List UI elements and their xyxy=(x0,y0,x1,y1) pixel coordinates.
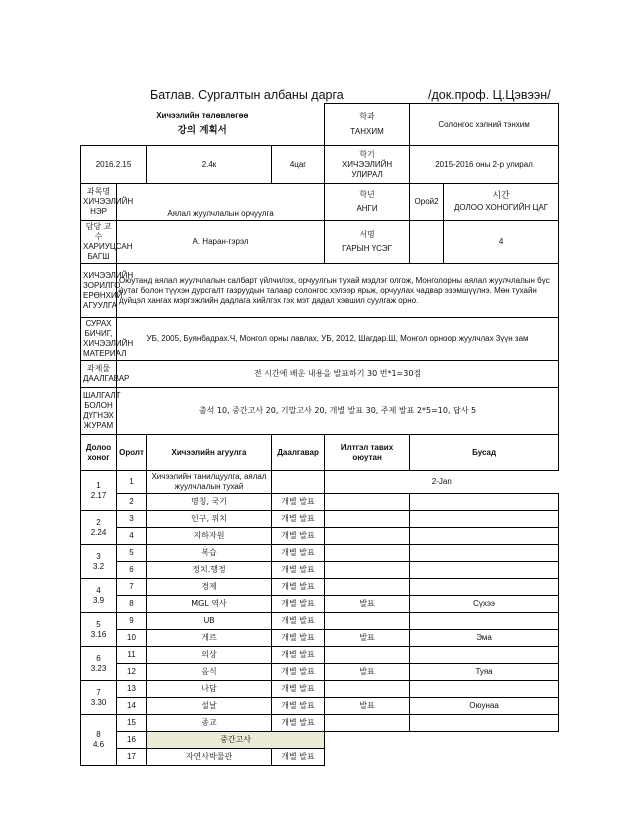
title-mn: Хичээлийн төлөвлөгөө xyxy=(156,111,249,121)
lesson-task xyxy=(272,471,325,494)
lesson-student xyxy=(325,494,410,511)
evaluation-label: ШАЛГАЛТ БОЛОН ДҮГНЭХ ЖУРАМ xyxy=(81,388,117,435)
credit: 2.4к xyxy=(147,146,272,184)
week-date: 3.16 xyxy=(90,629,107,639)
week-date: 2.17 xyxy=(90,490,107,500)
week-date: 3.23 xyxy=(90,663,107,673)
lesson-student xyxy=(325,562,410,579)
week-num: 1 xyxy=(96,480,101,490)
dept-ko: 학과 xyxy=(359,112,375,121)
lesson-student xyxy=(325,732,410,749)
lesson-num: 7 xyxy=(117,579,147,596)
week-date: 3.9 xyxy=(92,595,105,605)
year-value: Орой2 xyxy=(410,184,444,221)
lesson-num: 16 xyxy=(117,732,147,749)
col-student: Илтгэл тавих оюутан xyxy=(325,435,410,471)
time-ko xyxy=(446,191,556,202)
lesson-task: 개별 발표 xyxy=(272,647,325,664)
title-row xyxy=(81,104,559,146)
table-row xyxy=(81,630,559,647)
time-label xyxy=(444,184,559,221)
table-row xyxy=(81,647,559,664)
date-row xyxy=(81,146,559,184)
lesson-task: 개별 발표 xyxy=(272,681,325,698)
week-cell xyxy=(81,545,117,579)
table-row xyxy=(81,528,559,545)
week-num: 5 xyxy=(96,619,101,629)
lesson-num: 17 xyxy=(117,749,147,766)
lesson-other xyxy=(410,749,559,766)
lesson-student xyxy=(325,511,410,528)
title-ko: 강의 계획서 xyxy=(177,125,227,137)
lesson-other xyxy=(410,511,559,528)
course-row xyxy=(81,184,559,221)
sign-value: 4 xyxy=(444,221,559,264)
date: 2016.2.15 xyxy=(81,146,147,184)
lesson-other xyxy=(410,562,559,579)
lesson-other xyxy=(410,647,559,664)
lesson-content: 중간고사 xyxy=(147,732,325,749)
dept-mn: ТАНХИМ xyxy=(350,127,384,136)
week-date: 4.6 xyxy=(92,740,105,749)
lesson-content: Хичээлийн танилцуулга, аялал жуулчлалын тухай xyxy=(147,471,272,494)
lesson-task: 개별 발표 xyxy=(272,613,325,630)
lesson-other xyxy=(410,681,559,698)
lesson-num: 4 xyxy=(117,528,147,545)
lesson-content: 의상 xyxy=(147,647,272,664)
lesson-plan-table xyxy=(80,103,559,766)
table-row xyxy=(81,511,559,528)
lesson-task: 개별 발표 xyxy=(272,562,325,579)
lesson-student: 발표 xyxy=(325,698,410,715)
lesson-other xyxy=(410,579,559,596)
sign-mn: ГАРЫН ҮСЭГ xyxy=(342,244,392,253)
lesson-num: 11 xyxy=(117,647,147,664)
course-mn: ХИЧЭЭЛИЙН НЭР xyxy=(83,197,134,216)
lesson-student xyxy=(325,579,410,596)
lesson-content: 경제 xyxy=(147,579,272,596)
lesson-student xyxy=(325,647,410,664)
week-num: 6 xyxy=(96,653,101,663)
lesson-num: 12 xyxy=(117,664,147,681)
lesson-content: 게르 xyxy=(147,630,272,647)
semester-mn: ХИЧЭЭЛИЙН УЛИРАЛ xyxy=(341,159,393,179)
teacher-row xyxy=(81,221,559,264)
lesson-task: 개별 발표 xyxy=(272,664,325,681)
sign-value-empty xyxy=(410,221,444,264)
lesson-num: 14 xyxy=(117,698,147,715)
assignment-row xyxy=(81,361,559,388)
week-cell xyxy=(81,681,117,715)
materials-row xyxy=(81,318,559,361)
table-row xyxy=(81,545,559,562)
lesson-content: MGL 역사 xyxy=(147,596,272,613)
goal-label: ХИЧЭЭЛИЙН ЗОРИЛГО, ЕРӨНХИЙ АГУУЛГА xyxy=(81,264,117,318)
lesson-task: 개별 발표 xyxy=(272,579,325,596)
lesson-num: 8 xyxy=(117,596,147,613)
lesson-task: 개별 발표 xyxy=(272,545,325,562)
sign-label xyxy=(325,221,410,264)
assign-ko: 과제물 xyxy=(86,364,111,373)
lesson-student: 발표 xyxy=(325,664,410,681)
lesson-content: 나담 xyxy=(147,681,272,698)
lesson-student xyxy=(325,613,410,630)
lesson-other: Сүхээ xyxy=(410,596,559,613)
lesson-content: 복습 xyxy=(147,545,272,562)
lesson-task: 개별 발표 xyxy=(272,528,325,545)
table-row xyxy=(81,471,559,494)
teacher-value: А. Наран-гэрэл xyxy=(117,221,325,264)
col-other: Бусад xyxy=(410,435,559,471)
lesson-student: 발표 xyxy=(325,630,410,647)
week-cell xyxy=(81,511,117,545)
goal-row xyxy=(81,264,559,318)
lesson-content: 정치.행정 xyxy=(147,562,272,579)
lesson-num: 3 xyxy=(117,511,147,528)
week-cell xyxy=(81,613,117,647)
week-date: 3.2 xyxy=(92,561,105,571)
lesson-student xyxy=(325,749,410,766)
lesson-num: 13 xyxy=(117,681,147,698)
year-ko: 학년 xyxy=(359,190,375,199)
lesson-num: 2 xyxy=(117,494,147,511)
lesson-student xyxy=(325,545,410,562)
lesson-task: 개별 발표 xyxy=(272,494,325,511)
table-row xyxy=(81,579,559,596)
lesson-task: 개별 발표 xyxy=(272,630,325,647)
lesson-student xyxy=(325,528,410,545)
evaluation-row xyxy=(81,388,559,435)
lesson-num: 6 xyxy=(117,562,147,579)
lesson-num: 15 xyxy=(117,715,147,732)
week-cell xyxy=(81,471,117,511)
materials-label: СУРАХ БИЧИГ, ХИЧЭЭЛИЙН МАТЕРИАЛ xyxy=(81,318,117,361)
table-row xyxy=(81,664,559,681)
lesson-other: Эма xyxy=(410,630,559,647)
time-ko-text: 시간 xyxy=(492,191,510,202)
lesson-student xyxy=(325,681,410,698)
lesson-other xyxy=(410,528,559,545)
lesson-num: 9 xyxy=(117,613,147,630)
lesson-content: 명칭, 국기 xyxy=(147,494,272,511)
assignment-label xyxy=(81,361,130,388)
sign-ko: 서명 xyxy=(359,230,375,239)
col-content: Хичээлийн агуулга xyxy=(147,435,272,471)
lesson-student: 발표 xyxy=(325,596,410,613)
lesson-content: 음식 xyxy=(147,664,272,681)
lesson-student xyxy=(325,715,410,732)
time-mn: ДОЛОО ХОНОГИЙН ЦАГ xyxy=(453,202,549,212)
week-cell xyxy=(81,579,117,613)
lesson-other xyxy=(410,732,559,749)
week-date: 2.24 xyxy=(90,527,107,537)
teacher-label xyxy=(81,221,133,264)
lesson-content: 지하자원 xyxy=(147,528,272,545)
assign-mn: ДААЛГАВАР xyxy=(83,374,130,383)
semester-label xyxy=(325,146,410,184)
assignment-text: 전 시간에 배운 내용을 발표하기 30 번*1=30점 xyxy=(117,361,559,388)
lesson-task: 개별 발표 xyxy=(272,698,325,715)
table-row xyxy=(81,715,559,732)
lesson-num: 1 xyxy=(117,471,147,494)
table-row xyxy=(81,681,559,698)
lesson-task: 개별 발표 xyxy=(272,715,325,732)
lesson-task: 개별 발표 xyxy=(272,596,325,613)
lesson-student: 2-Jan xyxy=(325,471,559,494)
week-num: 2 xyxy=(96,517,101,527)
lesson-task: 개별 발표 xyxy=(272,749,325,766)
week-cell xyxy=(81,715,117,766)
title-cell xyxy=(81,104,325,146)
course-label xyxy=(81,184,134,221)
schedule-header-row xyxy=(81,435,559,471)
lesson-other xyxy=(410,545,559,562)
teacher-mn: ХАРИУЦСАН БАГШ xyxy=(83,242,133,261)
table-row xyxy=(81,749,559,766)
year-mn: АНГИ xyxy=(356,204,378,213)
lesson-num: 10 xyxy=(117,630,147,647)
table-row xyxy=(81,613,559,630)
goal-text: Оюутанд аялал жуулчлалын салбарт үйлчилэх, орчуулгын тухай мэдлэг олгож, Монголорны аялал жуулчлалын бүс нутаг болон түүхэн дурсгалт газруудын талаар солонгос хэлээр ярьж, орчуулах чадвар эзэмшүүлнэ. Мөн тухайн дүйцэл хангах мэргэжлийн дадлага хийлгэх гэх мэт дадал хэвшил суулгаж орно. xyxy=(117,264,559,318)
lesson-other: Оюунаа xyxy=(410,698,559,715)
lesson-content: 설날 xyxy=(147,698,272,715)
lesson-num: 5 xyxy=(117,545,147,562)
lesson-other: Туяа xyxy=(410,664,559,681)
semester-value: 2015-2016 оны 2-р улирал xyxy=(410,146,559,184)
lesson-content: UB xyxy=(147,613,272,630)
evaluation-text: 출석 10, 중간고사 20, 기말고사 20, 개별 발표 30, 주제 발표 2*5=10, 답사 5 xyxy=(117,388,559,435)
week-num: 3 xyxy=(96,551,101,561)
dept-value: Солонгос хэлний тэнхим xyxy=(410,104,559,146)
week-cell xyxy=(81,647,117,681)
table-row xyxy=(81,698,559,715)
lesson-other xyxy=(410,715,559,732)
col-week: Долоо хоног xyxy=(81,435,117,471)
course-value: Аялал жуулчлалын орчуулга xyxy=(117,184,325,221)
dept-label xyxy=(325,104,410,146)
week-num: 4 xyxy=(96,585,101,595)
approval-line xyxy=(112,88,552,104)
approver-name: /док.проф. Ц.Цэвээн/ xyxy=(428,88,551,102)
course-ko: 과목명 xyxy=(86,187,111,196)
table-row xyxy=(81,732,559,749)
table-row xyxy=(81,596,559,613)
col-task: Даалгавар xyxy=(272,435,325,471)
lesson-content: 자연사박물관 xyxy=(147,749,272,766)
hours: 4цаг xyxy=(272,146,325,184)
table-row xyxy=(81,562,559,579)
table-row xyxy=(81,494,559,511)
year-label xyxy=(325,184,410,221)
week-num: 8 xyxy=(96,730,101,739)
semester-ko: 학기 xyxy=(359,149,375,159)
lesson-other xyxy=(410,494,559,511)
materials-text: УБ, 2005, Буянбадрах.Ч, Монгол орны лавлах, УБ, 2012, Шагдар.Ш, Монгол орноор жуулчлах 3үүн зам xyxy=(117,318,559,361)
approver-title: Батлав. Сургалтын албаны дарга xyxy=(150,88,344,102)
lesson-other xyxy=(410,613,559,630)
lesson-content: 종교 xyxy=(147,715,272,732)
week-num: 7 xyxy=(96,687,101,697)
teacher-ko: 담당 교수 xyxy=(85,222,112,241)
col-lesson: Оролт xyxy=(117,435,147,471)
week-date: 3.30 xyxy=(90,697,107,707)
lesson-content: 인구, 위치 xyxy=(147,511,272,528)
lesson-task: 개별 발표 xyxy=(272,511,325,528)
